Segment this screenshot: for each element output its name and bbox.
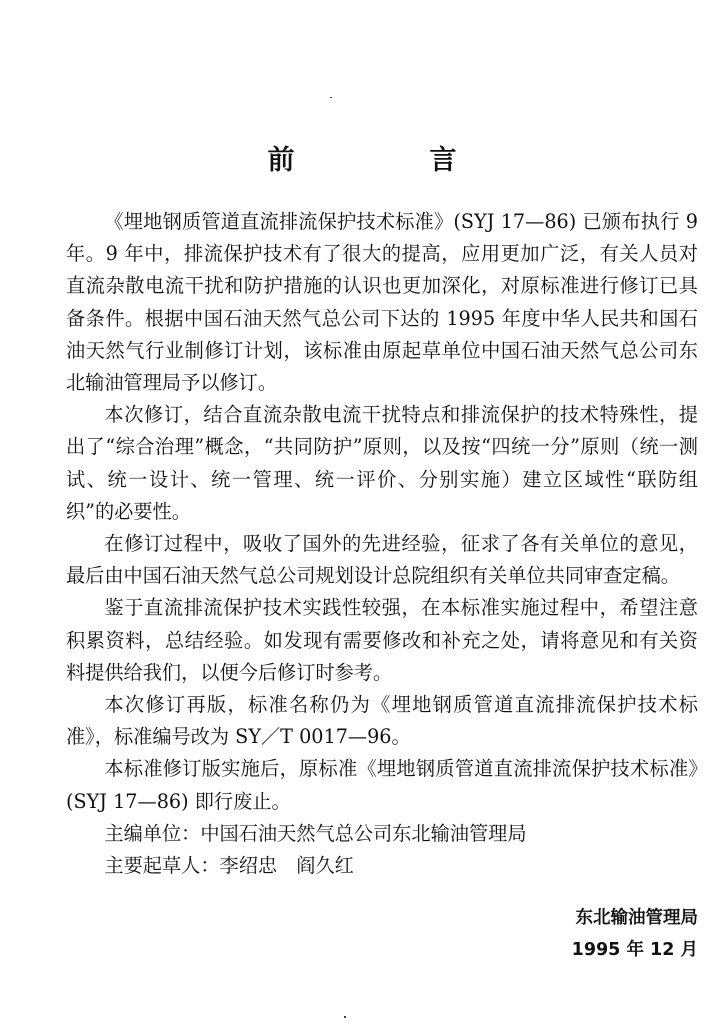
paragraph-3: 在修订过程中，吸收了国外的先进经验，征求了各有关单位的意见，最后由中国石油天然气总公司规划设计总院组织有关单位共同审查定稿。: [66, 532, 698, 588]
scan-speck-top: [330, 97, 332, 98]
page-title: 前 言: [267, 145, 511, 176]
paragraph-1: 《埋地钢质管道直流排流保护技术标准》(SYJ 17—86) 已颁布执行 9 年。9 年中，排流保护技术有了很大的提高，应用更加广泛，有关人员对直流杂散电流干扰和防护措施的认识也更加深化，对原标准进行修订已具备条件。根据中国石油天然气总公司下达的 1995 年度中华人民共和国石油天然气行业制修订计划，该标准由原起草单位中国石油天然气总公司东北输油管理局予以修订。: [66, 210, 698, 395]
paragraph-5: 本次修订再版，标准名称仍为《埋地钢质管道直流排流保护技术标准》，标准编号改为 SY／T 0017—96。: [66, 693, 698, 749]
chief-editor-unit: 主编单位：中国石油天然气总公司东北输油管理局: [104, 821, 527, 845]
paragraph-4: 鉴于直流排流保护技术实践性较强，在本标准实施过程中，希望注意积累资料，总结经验。如发现有需要修改和补充之处，请将意见和有关资料提供给我们，以便今后修订时参考。: [66, 596, 698, 684]
signature-organization: 东北输油管理局: [575, 908, 698, 928]
scan-speck-bottom: [344, 1016, 346, 1018]
main-drafters: 主要起草人：李绍忠 阎久红: [104, 854, 354, 878]
paragraph-2: 本次修订，结合直流杂散电流干扰特点和排流保护的技术特殊性，提出了“综合治理”概念，“共同防护”原则，以及按“四统一分”原则（统一测试、统一设计、统一管理、统一评价、分别实施）建立区域性“联防组织”的必要性。: [66, 403, 698, 523]
signature-date: 1995 年 12 月: [571, 940, 698, 960]
paragraph-6: 本标准修订版实施后，原标准《埋地钢质管道直流排流保护技术标准》(SYJ 17—86) 即行废止。: [66, 757, 698, 813]
body-text: [66, 206, 698, 882]
